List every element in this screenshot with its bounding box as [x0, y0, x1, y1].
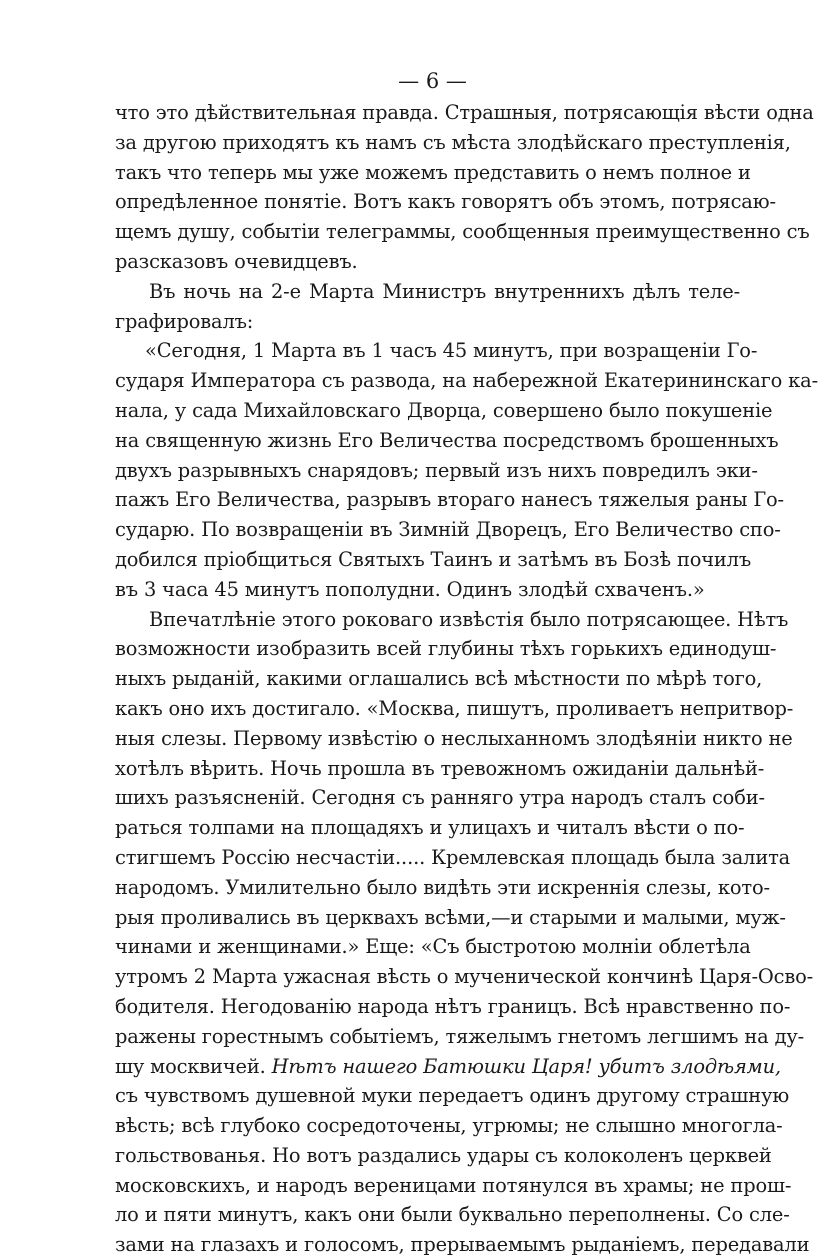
text-line: двухъ разрывныхъ снарядовъ; первый изъ нихъ повредилъ эки-: [115, 458, 758, 482]
text-line: возможности изобразить всей глубины тѣхъ горькихъ единодуш-: [115, 637, 777, 661]
text-fragment: шу москвичей.: [115, 1054, 272, 1078]
text-line: щемъ душу, событіи телеграммы, сообщенныя преимущественно съ: [115, 220, 810, 244]
text-line: такъ что теперь мы уже можемъ представить о немъ полное и: [115, 160, 751, 184]
paragraph-2: [115, 277, 740, 337]
text-line: хотѣлъ вѣрить. Ночь прошла въ тревожномъ ожиданіи дальнѣй-: [115, 756, 765, 780]
book-page: [115, 66, 818, 1260]
text-line: ныхъ рыданій, какими оглашались всѣ мѣстности по мѣрѣ того,: [115, 667, 763, 691]
text-line: вѣсть; всѣ глубоко сосредоточены, угрюмы; не слышно многогла-: [115, 1114, 783, 1138]
text-line: съ чувствомъ душевной муки передаетъ одинъ другому страшную: [115, 1084, 790, 1108]
text-line: «Сегодня, 1 Марта въ 1 часъ 45 минутъ, при возращеніи Го-: [145, 339, 758, 363]
text-line: разсказовъ очевидцевъ.: [115, 249, 358, 273]
text-line: Впечатлѣніе этого роковаго извѣстія было потрясающее. Нѣтъ: [149, 607, 789, 631]
text-line: сударю. По возвращеніи въ Зимній Дворецъ, Его Величество спо-: [115, 518, 781, 542]
text-line: рыя проливались въ церквахъ всѣми,—и старыми и малыми, муж-: [115, 905, 786, 929]
text-line: опредѣленное понятіе. Вотъ какъ говорятъ объ этомъ, потрясаю-: [115, 190, 776, 214]
text-line: сударя Императора съ развода, на набережной Екатерининскаго ка-: [115, 369, 818, 393]
paragraph-impression: [115, 605, 814, 1260]
page-number: — 6 —: [398, 69, 467, 93]
text-line: ражены горестнымъ событіемъ, тяжелымъ гнетомъ легшимъ на ду-: [115, 1024, 805, 1048]
text-line: шихъ разъясненій. Сегодня съ ранняго утра народъ сталъ соби-: [115, 786, 765, 810]
text-line: нала, у сада Михайловскаго Дворца, совершено было покушеніе: [115, 398, 773, 422]
text-line: московскихъ, и народъ вереницами потянулся въ храмы; не прош-: [115, 1173, 792, 1197]
text-line: какъ оно ихъ достигало. «Москва, пишутъ, проливаетъ непритвор-: [115, 696, 794, 720]
text-line: Въ ночь на 2-е Марта Министръ внутреннихъ дѣлъ теле-: [149, 279, 740, 303]
text-line: на священную жизнь Его Величества посредствомъ брошенныхъ: [115, 428, 779, 452]
paragraph-1: [115, 98, 814, 277]
text-line: ло и пяти минутъ, какъ они были буквально переполнены. Со сле-: [115, 1203, 790, 1227]
text-line-with-italic: [115, 1052, 781, 1082]
text-line: въ 3 часа 45 минутъ пополудни. Одинъ злодѣй схваченъ.»: [115, 577, 705, 601]
text-line: народомъ. Умилительно было видѣть эти искреннія слезы, кото-: [115, 875, 770, 899]
text-line: гольствованья. Но вотъ раздались удары съ колоколенъ церквей: [115, 1143, 772, 1167]
text-line: стигшемъ Россію несчастіи..... Кремлевская площадь была залита: [115, 845, 791, 869]
text-line: чинами и женщинами.» Еще: «Съ быстротою молніи облетѣла: [115, 935, 751, 959]
text-line: ныя слезы. Первому извѣстію о неслыханномъ злодѣяніи никто не: [115, 726, 793, 750]
text-line: утромъ 2 Марта ужасная вѣсть о мученической кончинѣ Царя-Осво-: [115, 965, 814, 989]
text-line: бодителя. Негодованію народа нѣтъ границъ. Всѣ нравственно по-: [115, 994, 791, 1018]
italic-quote: Нѣтъ нашего Батюшки Царя! убитъ злодѣями,: [271, 1054, 781, 1078]
text-line: за другою приходятъ къ намъ съ мѣста злодѣйскаго преступленія,: [115, 130, 791, 154]
text-line: добился пріобщиться Святыхъ Таинъ и затѣмъ въ Бозѣ почилъ: [115, 547, 752, 571]
text-line: пажъ Его Величества, разрывъ втораго нанесъ тяжелыя раны Го-: [115, 488, 784, 512]
paragraph-telegram-quote: [115, 336, 818, 604]
text-line: раться толпами на площадяхъ и улицахъ и читалъ вѣсти о по-: [115, 816, 745, 840]
text-line: графировалъ:: [115, 309, 254, 333]
text-line: зами на глазахъ и голосомъ, прерываемымъ рыданіемъ, передавали: [115, 1233, 810, 1257]
text-line: что это дѣйствительная правда. Страшныя, потрясающія вѣсти одна: [115, 101, 814, 124]
